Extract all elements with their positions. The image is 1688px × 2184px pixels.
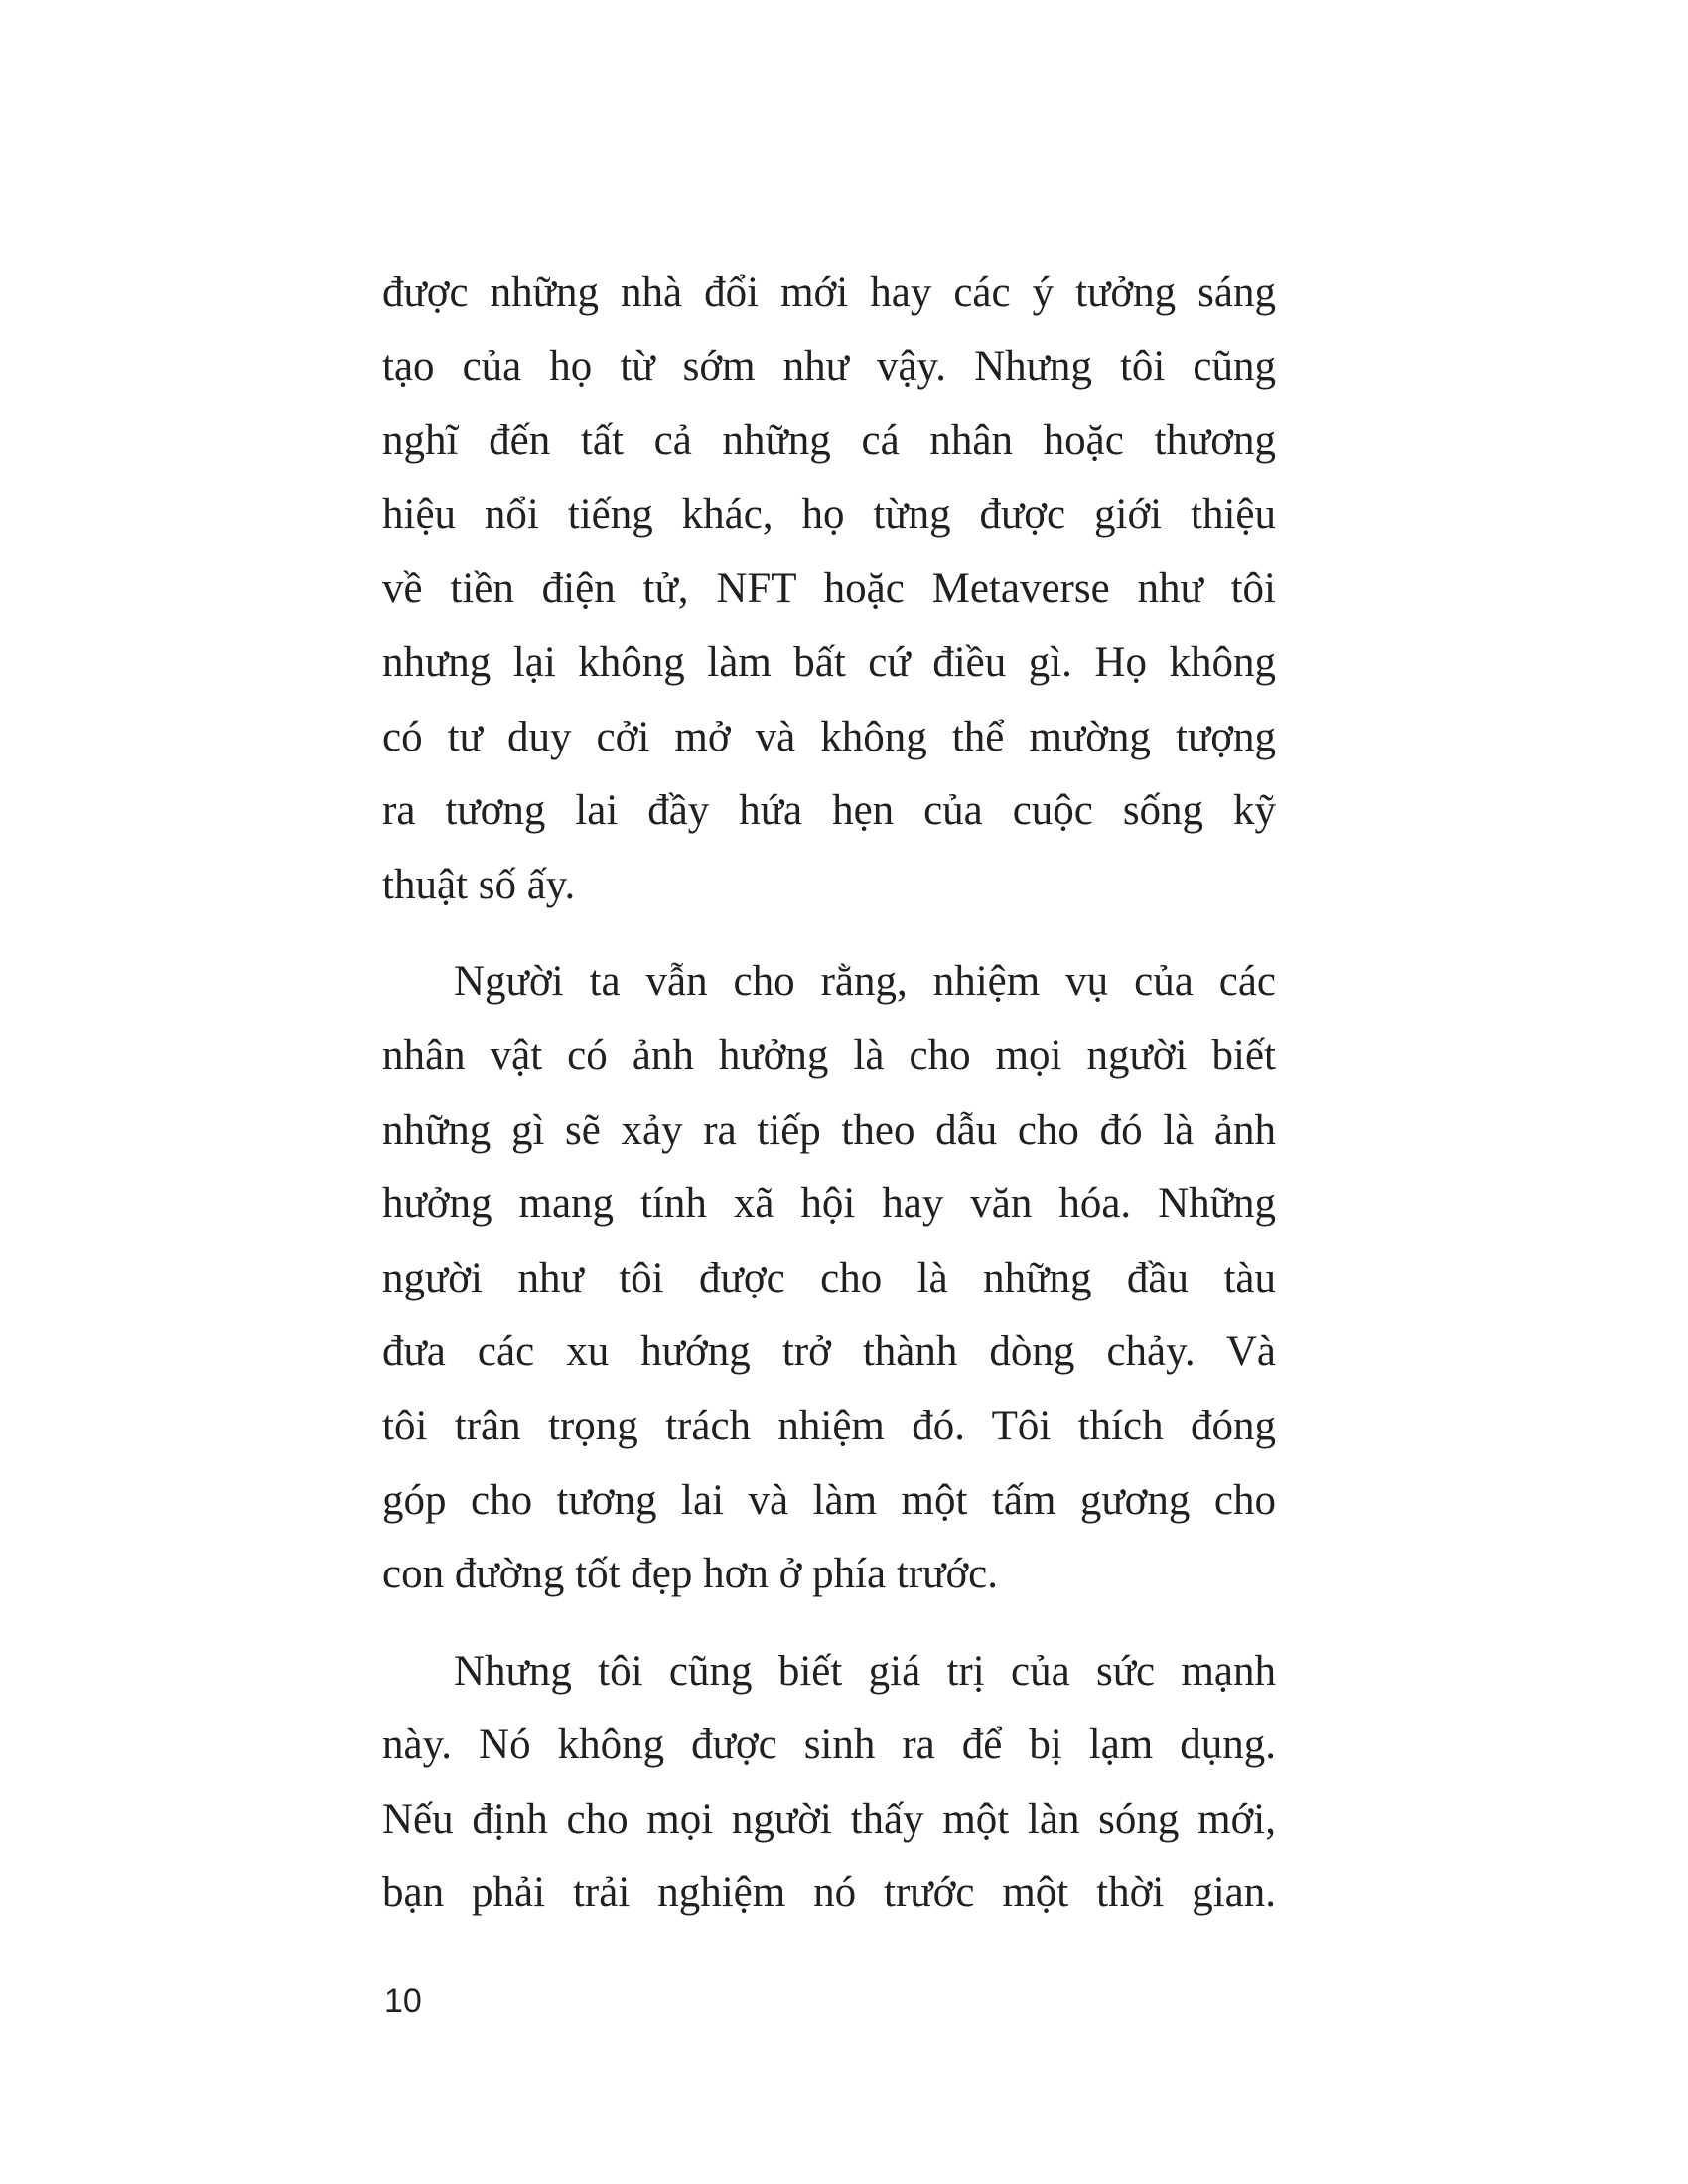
text-line: bạn phải trải nghiệm nó trước một thời gian. <box>382 1869 1276 1917</box>
text-line: nghĩ đến tất cả những cá nhân hoặc thương <box>382 417 1276 465</box>
body-text <box>382 256 1276 1931</box>
text-line: Người ta vẫn cho rằng, nhiệm vụ của các <box>454 958 1276 1006</box>
text-line: tạo của họ từ sớm như vậy. Nhưng tôi cũng <box>382 342 1276 390</box>
text-line: này. Nó không được sinh ra để bị lạm dụng. <box>382 1721 1276 1769</box>
text-line: Nhưng tôi cũng biết giá trị của sức mạnh <box>454 1647 1276 1695</box>
paragraph-2 <box>382 945 1276 1611</box>
text-line: người như tôi được cho là những đầu tàu <box>382 1254 1276 1301</box>
text-line: Nếu định cho mọi người thấy một làn sóng mới, <box>382 1795 1276 1843</box>
text-line: ra tương lai đầy hứa hẹn của cuộc sống kỹ <box>382 787 1276 835</box>
text-line: hiệu nổi tiếng khác, họ từng được giới thiệu <box>382 490 1276 538</box>
text-line: đưa các xu hướng trở thành dòng chảy. Và <box>382 1328 1276 1376</box>
text-line: góp cho tương lai và làm một tấm gương cho <box>382 1476 1276 1524</box>
text-line: về tiền điện tử, NFT hoặc Metaverse như tôi <box>382 565 1276 613</box>
text-line: nhân vật có ảnh hưởng là cho mọi người biết <box>382 1031 1276 1079</box>
text-line: con đường tốt đẹp hơn ở phía trước. <box>382 1551 999 1598</box>
text-line: thuật số ấy. <box>382 861 576 908</box>
paragraph-spacer <box>382 922 1276 945</box>
paragraph-3 <box>382 1635 1276 1931</box>
page-number: 10 <box>384 1982 422 2020</box>
paragraph-spacer <box>382 1612 1276 1635</box>
text-line: những gì sẽ xảy ra tiếp theo dẫu cho đó là ảnh <box>382 1106 1276 1154</box>
text-line: tôi trân trọng trách nhiệm đó. Tôi thích đóng <box>382 1402 1276 1449</box>
text-line: có tư duy cởi mở và không thể mường tượng <box>382 713 1276 760</box>
text-line: nhưng lại không làm bất cứ điều gì. Họ không <box>382 638 1276 686</box>
text-line: hưởng mang tính xã hội hay văn hóa. Những <box>382 1180 1276 1228</box>
paragraph-1 <box>382 256 1276 922</box>
text-line: được những nhà đổi mới hay các ý tưởng sáng <box>382 269 1276 316</box>
